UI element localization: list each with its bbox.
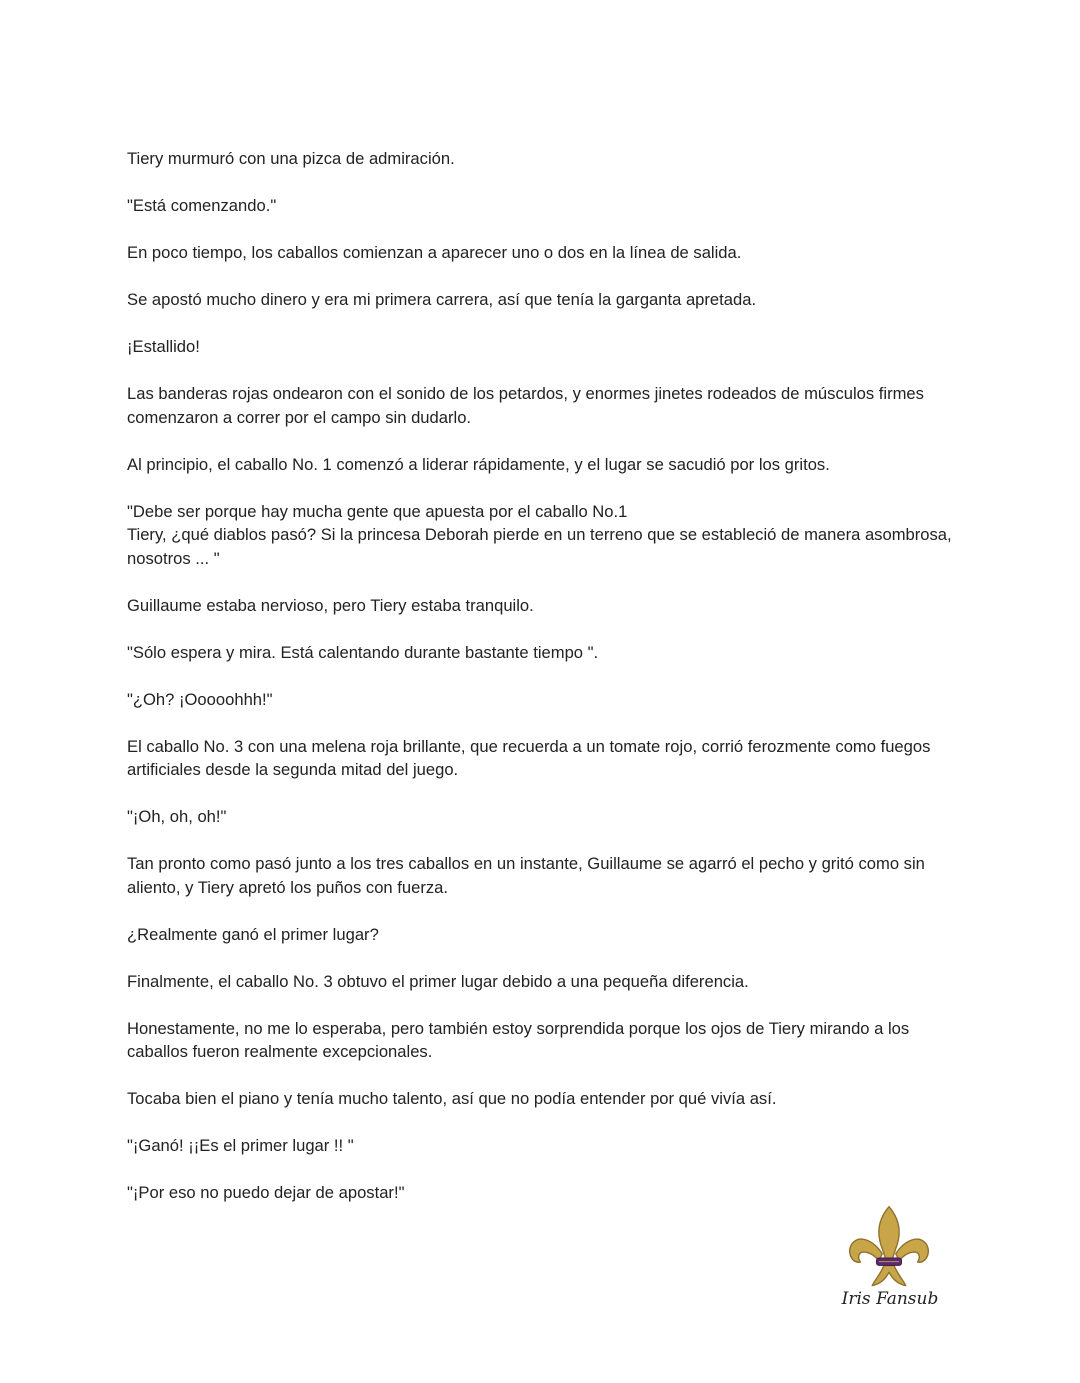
paragraph-19: "¡Ganó! ¡¡Es el primer lugar !! " bbox=[127, 1136, 354, 1155]
paragraph-15: ¿Realmente ganó el primer lugar? bbox=[127, 924, 379, 944]
paragraph-13: "¡Oh, oh, oh!" bbox=[127, 807, 227, 826]
paragraph-12: El caballo No. 3 con una melena roja brillante, que recuerda a un tomate rojo, corrió ferozmente como fuegos artificiales desde la segunda mitad del juego. bbox=[127, 736, 931, 779]
fleur-de-lis-icon bbox=[846, 1205, 932, 1289]
paragraph-3: En poco tiempo, los caballos comienzan a aparecer uno o dos en la línea de salida. bbox=[127, 243, 742, 262]
paragraph-8: "Debe ser porque hay mucha gente que apuesta por el caballo No.1 Tiery, ¿qué diablos pasó? Si la princesa Deborah pierde en un terreno que se estableció de manera asombrosa, nosotros ... " bbox=[127, 501, 952, 568]
paragraph-17: Honestamente, no me lo esperaba, pero también estoy sorprendida porque los ojos de Tiery mirando a los caballos fueron realmente excepcionales. bbox=[127, 1018, 910, 1061]
paragraph-1: Tiery murmuró con una pizca de admiración. bbox=[127, 149, 455, 168]
document-body bbox=[127, 147, 962, 1228]
paragraph-9: Guillaume estaba nervioso, pero Tiery estaba tranquilo. bbox=[127, 595, 534, 615]
watermark-logo bbox=[840, 1205, 940, 1315]
paragraph-4: Se apostó mucho dinero y era mi primera carrera, así que tenía la garganta apretada. bbox=[127, 290, 757, 309]
paragraph-18: Tocaba bien el piano y tenía mucho talento, así que no podía entender por qué vivía así. bbox=[127, 1089, 777, 1108]
paragraph-10: "Sólo espera y mira. Está calentando durante bastante tiempo ". bbox=[127, 642, 599, 662]
paragraph-2: "Está comenzando." bbox=[127, 196, 277, 215]
paragraph-20: "¡Por eso no puedo dejar de apostar!" bbox=[127, 1183, 405, 1202]
watermark-text: Iris Fansub bbox=[841, 1289, 939, 1309]
paragraph-14: Tan pronto como pasó junto a los tres caballos en un instante, Guillaume se agarró el pecho y gritó como sin aliento, y Tiery apretó los puños con fuerza. bbox=[127, 854, 925, 897]
paragraph-5: ¡Estallido! bbox=[127, 337, 200, 356]
paragraph-6: Las banderas rojas ondearon con el sonido de los petardos, y enormes jinetes rodeados de músculos firmes comenzaron a correr por el campo sin dudarlo. bbox=[127, 384, 924, 427]
paragraph-7: Al principio, el caballo No. 1 comenzó a liderar rápidamente, y el lugar se sacudió por los gritos. bbox=[127, 454, 830, 474]
paragraph-16: Finalmente, el caballo No. 3 obtuvo el primer lugar debido a una pequeña diferencia. bbox=[127, 971, 749, 991]
paragraph-11: "¿Oh? ¡Ooooohhh!" bbox=[127, 689, 273, 709]
